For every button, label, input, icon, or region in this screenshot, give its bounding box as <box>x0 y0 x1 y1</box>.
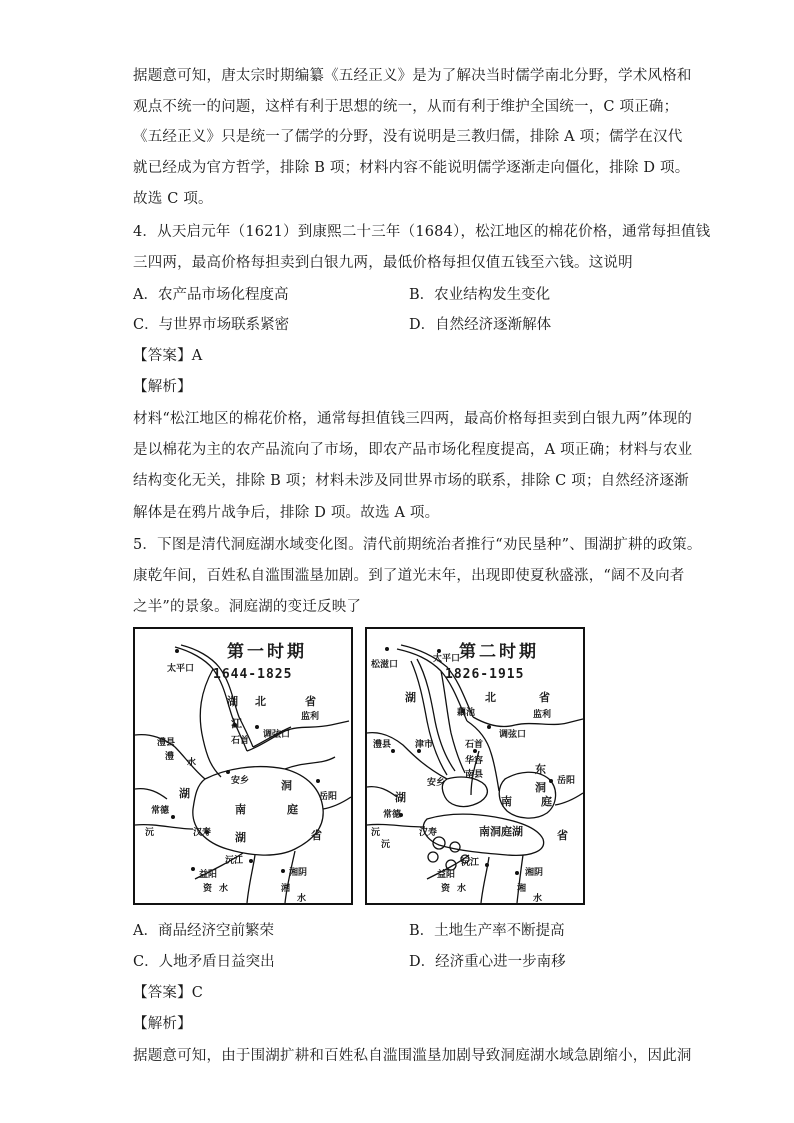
map-label: 水 <box>187 758 197 768</box>
map-label: 岳阳 <box>319 792 338 802</box>
map-label: 湘阴 <box>289 868 308 878</box>
q4-analysis-line: 是以棉花为主的农产品流向了市场，即农产品市场化程度提高，A 项正确；材料与农业 <box>133 442 693 458</box>
map-label: 资 <box>203 884 213 894</box>
q5-option-a: A．商品经济空前繁荣 <box>133 923 274 939</box>
map-label: 岳阳 <box>557 776 576 786</box>
q5-analysis-line: 据题意可知，由于围湖扩耕和百姓私自滥围滥垦加剧导致洞庭湖水域急剧缩小，因此洞 <box>133 1048 692 1064</box>
map-label: 资 <box>441 884 451 894</box>
map-label: 湖 <box>179 787 190 800</box>
q4-analysis-line: 材料“松江地区的棉花价格，通常每担值钱三四两，最高价格每担卖到白银九两”体现的 <box>133 411 693 427</box>
question-5-stem: 之半”的景象。洞庭湖的变迁反映了 <box>133 599 362 615</box>
map-label: 监利 <box>533 710 552 720</box>
map-label: 水 <box>297 894 307 904</box>
q4-option-d: D．自然经济逐渐解体 <box>409 317 552 333</box>
map-label: 藕池 <box>457 708 476 718</box>
text-line: 就已经成为官方哲学，排除 B 项；材料内容不能说明儒学逐渐走向僵化，排除 D 项。 <box>133 160 690 176</box>
map-label: 澧 <box>165 752 175 762</box>
map-label: 湘 <box>517 884 527 894</box>
map-period-1 <box>133 627 353 905</box>
map-label: 庭 <box>541 795 552 808</box>
map-years: 1644-1825 <box>213 667 293 682</box>
map-label: 南 <box>501 795 512 808</box>
map-label: 北 <box>485 691 496 704</box>
map-label: 省 <box>311 829 322 842</box>
map-label: 湘阴 <box>525 868 544 878</box>
q4-option-a: A．农产品市场化程度高 <box>133 287 289 303</box>
map-label: 江 <box>231 717 242 730</box>
q4-analysis-line: 解体是在鸦片战争后，排除 D 项。故选 A 项。 <box>133 505 440 521</box>
map-label: 南县 <box>465 770 484 780</box>
map-label: 益阳 <box>437 870 456 880</box>
map-label: 太平口 <box>433 654 461 664</box>
map-label: 湖 <box>235 831 246 844</box>
map-label: 湖 <box>405 691 416 704</box>
map-label: 湘 <box>281 884 291 894</box>
map-label: 南 <box>235 803 246 816</box>
map-label: 安乡 <box>231 776 250 786</box>
question-5-stem: 5．下图是清代洞庭湖水域变化图。清代前期统治者推行“劝民垦种”、围湖扩耕的政策。 <box>133 537 702 553</box>
map-label: 湖 <box>395 791 406 804</box>
map-label: 沅江 <box>461 858 480 868</box>
question-4-stem: 三四两，最高价格每担卖到白银九两，最低价格每担仅值五钱至六钱。这说明 <box>133 255 633 271</box>
map-label: 澧县 <box>157 738 176 748</box>
text-line: 《五经正义》只是统一了儒学的分野，没有说明是三教归儒，排除 A 项；儒学在汉代 <box>133 129 683 145</box>
map-label: 洞 <box>281 779 292 792</box>
text-line: 故选 C 项。 <box>133 191 213 207</box>
map-label: 汉寿 <box>419 828 438 838</box>
map-label: 省 <box>305 695 316 708</box>
map-label: 华容 <box>465 756 484 766</box>
map-label: 南洞庭湖 <box>479 825 523 838</box>
map-label: 沅 <box>381 840 391 850</box>
map-label: 东 <box>535 763 546 776</box>
map-years: 1826-1915 <box>445 667 525 682</box>
q4-option-c: C．与世界市场联系紧密 <box>133 317 290 333</box>
map-label: 调弦口 <box>499 730 527 740</box>
map-label: 常德 <box>383 810 402 820</box>
text-line: 据题意可知，唐太宗时期编纂《五经正义》是为了解决当时儒学南北分野，学术风格和 <box>133 68 692 84</box>
map-label: 汉寿 <box>193 828 212 838</box>
q4-option-b: B．农业结构发生变化 <box>409 287 551 303</box>
q5-analysis-title: 【解析】 <box>133 1016 192 1032</box>
map-label: 湖 <box>227 695 238 708</box>
map-label: 安乡 <box>427 778 446 788</box>
map-label: 省 <box>557 829 568 842</box>
map-label: 津市 <box>415 740 434 750</box>
map-label: 益阳 <box>199 870 218 880</box>
map-label: 调弦口 <box>263 730 291 740</box>
map-label: 沅 <box>145 828 155 838</box>
map-label: 北 <box>255 695 266 708</box>
map-title: 第一时期 <box>227 642 307 662</box>
q4-analysis-title: 【解析】 <box>133 379 192 395</box>
q5-option-b: B．土地生产率不断提高 <box>409 923 565 939</box>
map-period-2 <box>365 627 585 905</box>
q5-answer: 【答案】C <box>133 985 204 1001</box>
text-line: 观点不统一的问题，这样有利于思想的统一，从而有利于维护全国统一，C 项正确； <box>133 99 679 115</box>
map-label: 水 <box>457 884 467 894</box>
question-4-stem: 4．从天启元年（1621）到康熙二十三年（1684），松江地区的棉花价格，通常每担值钱 <box>133 224 711 240</box>
map-label: 沅 <box>371 828 381 838</box>
map-label: 水 <box>219 884 229 894</box>
map-label: 澧县 <box>373 740 392 750</box>
dongting-lake-maps <box>133 627 588 905</box>
q5-option-c: C．人地矛盾日益突出 <box>133 954 275 970</box>
map-label: 太平口 <box>167 664 195 674</box>
map-label: 庭 <box>287 803 298 816</box>
map-label: 松滋口 <box>371 660 399 670</box>
map-label: 水 <box>533 894 543 904</box>
map-title: 第二时期 <box>459 642 539 662</box>
map-label: 石首 <box>465 740 484 750</box>
q4-answer: 【答案】A <box>133 348 203 364</box>
map-label: 监利 <box>301 712 320 722</box>
question-5-stem: 康乾年间，百姓私自滥围滥垦加剧。到了道光末年，出现即使夏秋盛涨，“阔不及向者 <box>133 568 685 584</box>
map-label: 洞 <box>535 781 546 794</box>
map-label: 常德 <box>151 806 170 816</box>
q5-option-d: D．经济重心进一步南移 <box>409 954 566 970</box>
map-label: 沅江 <box>225 856 244 866</box>
q4-analysis-line: 结构变化无关，排除 B 项；材料未涉及同世界市场的联系，排除 C 项；自然经济逐渐 <box>133 473 689 489</box>
map-label: 省 <box>539 691 550 704</box>
map-label: 石首 <box>231 736 250 746</box>
